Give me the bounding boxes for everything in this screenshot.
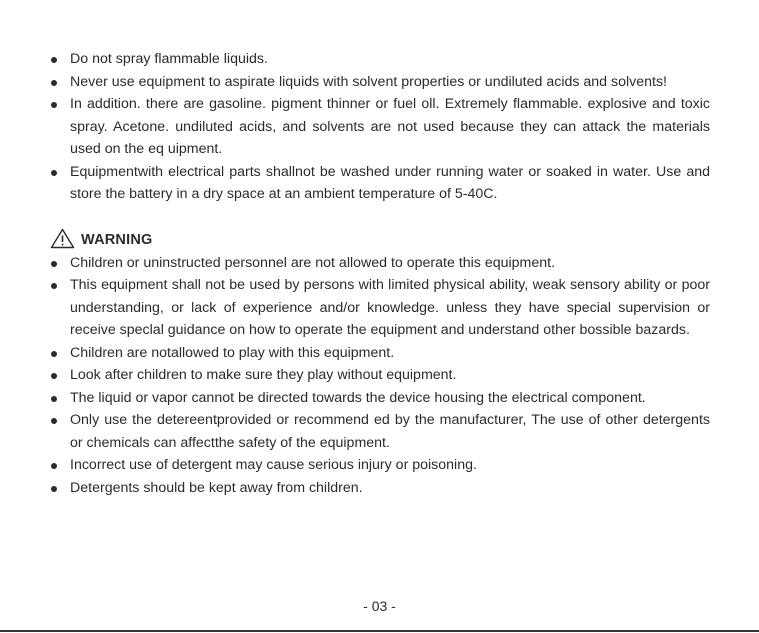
list-item	[50, 477, 710, 500]
page-number: - 03 -	[363, 598, 396, 614]
list-item-text: Incorrect use of detergent may cause serious injury or poisoning.	[70, 457, 477, 473]
list-item	[50, 364, 710, 387]
warning-title: WARNING	[81, 231, 153, 248]
list-item-text: Do not spray flammable liquids.	[70, 51, 268, 67]
list-item	[50, 93, 710, 161]
list-item-text: The liquid or vapor cannot be directed towards the device housing the electrical component.	[70, 389, 646, 406]
bullet-icon	[51, 486, 57, 492]
list-item	[50, 342, 710, 365]
list-item	[50, 71, 710, 94]
list-item-text: In addition. there are gasoline. pigment thinner or fuel oll. Extremely flammable. explosive and toxic spray. Acetone. undiluted acids, and solvents are not used because they can attack the materials used on the eq uipment.	[70, 96, 710, 157]
list-item-text: Detergents should be kept away from children.	[70, 479, 363, 496]
list-item	[50, 252, 710, 275]
bullet-icon	[51, 261, 57, 267]
warning-list	[50, 252, 710, 500]
bullet-icon	[51, 80, 57, 86]
section-spacer	[50, 206, 710, 228]
list-item-text: Only use the detereentprovided or recommend ed by the manufacturer, The use of other detergents or chemicals can affectthe safety of the equipment.	[70, 412, 710, 451]
bullet-icon	[51, 463, 57, 469]
page-content	[50, 48, 710, 499]
bullet-icon	[51, 102, 57, 108]
list-item	[50, 454, 710, 477]
bullet-icon	[51, 351, 57, 357]
bullet-icon	[51, 57, 57, 63]
bullet-icon	[51, 373, 57, 379]
list-item-text: Never use equipment to aspirate liquids with solvent properties or undiluted acids and solvents!	[70, 73, 667, 90]
warning-triangle-icon	[50, 228, 75, 249]
list-item-text: Children are notallowed to play with this equipment.	[70, 344, 395, 361]
bullet-icon	[51, 418, 57, 424]
list-item	[50, 409, 710, 454]
bullet-icon	[51, 283, 57, 289]
safety-list	[50, 48, 710, 206]
list-item	[50, 387, 710, 410]
list-item	[50, 161, 710, 206]
warning-heading	[50, 228, 710, 252]
list-item	[50, 48, 710, 71]
bullet-icon	[51, 396, 57, 402]
list-item-text: Look after children to make sure they play without equipment.	[70, 367, 457, 383]
list-item-text: Children or uninstructed personnel are not allowed to operate this equipment.	[70, 254, 556, 271]
list-item-text: Equipmentwith electrical parts shallnot be washed under running water or soaked in water. Use and store the battery in a dry space at an ambient temperature of 5-40C.	[70, 163, 710, 202]
bottom-divider	[0, 630, 759, 632]
bullet-icon	[51, 170, 57, 176]
list-item-text: This equipment shall not be used by persons with limited physical ability, weak sensory ability or poor understanding, or lack of experience and/or knowledge. unless they have special supervision or receive speclal guidance on how to operate the equipment and understand other bossible bazards.	[70, 277, 710, 338]
list-item	[50, 274, 710, 342]
